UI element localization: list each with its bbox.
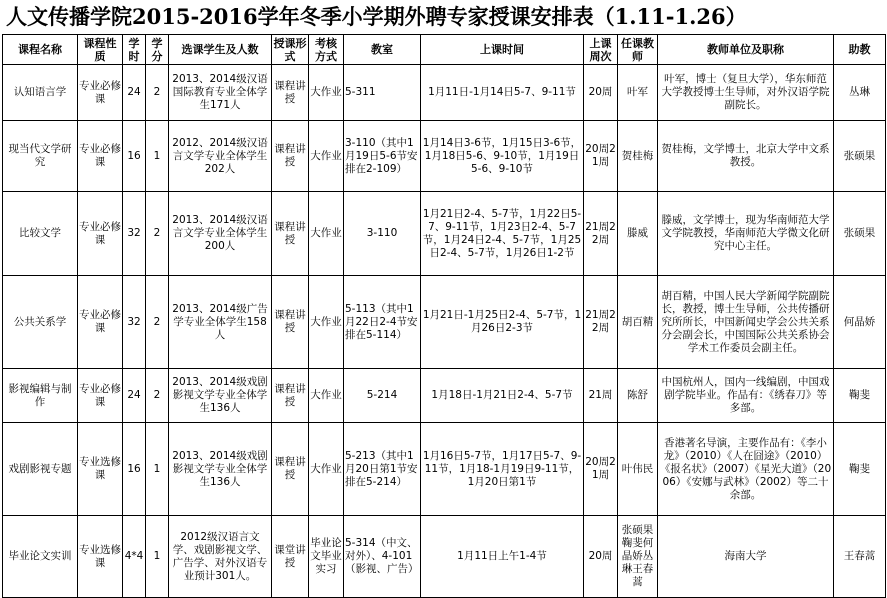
- table-row: [3, 369, 886, 423]
- cell-teacher: 叶军: [618, 65, 658, 121]
- cell-week: 21周22周: [584, 192, 618, 276]
- cell-course: 毕业论文实训: [3, 516, 78, 598]
- cell-exam: 大作业: [309, 369, 344, 423]
- cell-week: 20周: [584, 65, 618, 121]
- cell-nature: 专业必修课: [78, 192, 123, 276]
- cell-ta: 王春蒿: [834, 516, 886, 598]
- header-form: 授课形式: [273, 36, 307, 63]
- cell-ta: 张硕果: [834, 121, 886, 192]
- header-ta: 助教: [834, 35, 886, 65]
- cell-ta: 鞠斐: [834, 423, 886, 516]
- cell-credits: 2: [146, 276, 169, 369]
- cell-form: 课堂讲授: [272, 516, 309, 598]
- cell-hours: 16: [123, 121, 146, 192]
- cell-course: 现当代文学研究: [3, 121, 78, 192]
- cell-room: 5-311: [344, 65, 421, 121]
- cell-students: 2013、2014级汉语言文学专业全体学生200人: [169, 192, 272, 276]
- cell-teacher: 陈舒: [618, 369, 658, 423]
- cell-teacher: 叶伟民: [618, 423, 658, 516]
- cell-form: 课程讲授: [272, 276, 309, 369]
- header-time: 上课时间: [421, 35, 584, 65]
- cell-ta: 何晶娇: [834, 276, 886, 369]
- header-exam: 考核方式: [309, 35, 344, 65]
- cell-teacher: 贺桂梅: [618, 121, 658, 192]
- cell-nature: 专业必修课: [78, 276, 123, 369]
- cell-nature: 专业必修课: [78, 121, 123, 192]
- header-hours: 学时: [123, 35, 146, 65]
- table-row: [3, 276, 886, 369]
- header-teacher: 任课教师: [618, 35, 658, 65]
- cell-hours: 4*4: [123, 516, 146, 598]
- cell-exam: 大作业: [309, 192, 344, 276]
- table-row: [3, 516, 886, 598]
- cell-nature: 专业必修课: [78, 65, 123, 121]
- cell-time: 1月11日上午1-4节: [421, 516, 584, 598]
- cell-week: 20周21周: [584, 423, 618, 516]
- cell-credits: 2: [146, 369, 169, 423]
- table-row: [3, 192, 886, 276]
- header-course: 课程名称: [3, 35, 78, 65]
- cell-affiliation: 滕威，文学博士，现为华南师范大学文学院教授，华南师范大学微文化研究中心主任。: [658, 192, 834, 276]
- cell-teacher: 张硕果鞠斐何晶娇丛琳王春蒿: [618, 516, 658, 598]
- cell-exam: 大作业: [309, 423, 344, 516]
- header-credits: 学分: [146, 35, 169, 65]
- table-row: [3, 423, 886, 516]
- cell-affiliation: 海南大学: [658, 516, 834, 598]
- cell-affiliation: 贺桂梅，文学博士，北京大学中文系教授。: [658, 121, 834, 192]
- cell-form: 课程讲授: [272, 121, 309, 192]
- cell-exam: 大作业: [309, 65, 344, 121]
- page-title: 人文传播学院2015-2016学年冬季小学期外聘专家授课安排表（1.11-1.26）: [6, 4, 747, 29]
- cell-room: 5-213（其中1月20日第1节安排在5-214）: [344, 423, 421, 516]
- cell-week: 20周: [584, 516, 618, 598]
- cell-credits: 1: [146, 121, 169, 192]
- cell-hours: 32: [123, 192, 146, 276]
- table-row: [3, 65, 886, 121]
- cell-form: 课程讲授: [272, 423, 309, 516]
- cell-affiliation: 胡百精，中国人民大学新闻学院副院长，教授，博士生导师，公共传播研究所所长，中国新闻史学会公共关系分会副会长，中国国际公共关系协会学术工作委员会副主任。: [658, 276, 834, 369]
- cell-course: 戏剧影视专题: [3, 423, 78, 516]
- cell-nature: 专业选修课: [78, 516, 123, 598]
- cell-exam: 毕业论文毕业实习: [309, 516, 344, 598]
- cell-time: 1月14日3-6节，1月15日3-6节，1月18日5-6、9-10节，1月19日5-6、9-10节: [421, 121, 584, 192]
- cell-course: 比较文学: [3, 192, 78, 276]
- cell-week: 21周: [584, 369, 618, 423]
- cell-hours: 16: [123, 423, 146, 516]
- cell-ta: 丛琳: [834, 65, 886, 121]
- header-students: 选课学生及人数: [169, 35, 272, 65]
- cell-students: 2013、2014级广告学专业全体学生158人: [169, 276, 272, 369]
- header-affiliation: 教师单位及职称: [658, 35, 834, 65]
- cell-week: 21周22周: [584, 276, 618, 369]
- schedule-table: [2, 34, 886, 598]
- cell-credits: 1: [146, 423, 169, 516]
- cell-nature: 专业必修课: [78, 369, 123, 423]
- cell-credits: 1: [146, 516, 169, 598]
- cell-form: 课程讲授: [272, 192, 309, 276]
- cell-room: 5-113（其中1月22日2-4节安排在5-114）: [344, 276, 421, 369]
- cell-hours: 24: [123, 369, 146, 423]
- cell-credits: 2: [146, 192, 169, 276]
- cell-course: 影视编辑与制作: [3, 369, 78, 423]
- header-room: 教室: [344, 35, 421, 65]
- cell-course: 认知语言学: [3, 65, 78, 121]
- cell-room: 5-214: [344, 369, 421, 423]
- cell-course: 公共关系学: [3, 276, 78, 369]
- cell-time: 1月21日-1月25日2-4、5-7节，1月26日2-3节: [421, 276, 584, 369]
- table-header-row: [3, 35, 886, 65]
- cell-week: 20周21周: [584, 121, 618, 192]
- cell-students: 2012、2014级汉语言文学专业全体学生202人: [169, 121, 272, 192]
- cell-affiliation: 香港著名导演，主要作品有：《李小龙》（2010）《人在囧途》（2010）《报名状》（2007）《星光大道》（2006）《安娜与武林》（2002）等二十余部。: [658, 423, 834, 516]
- cell-affiliation: 中国杭州人，国内一线编剧，中国戏剧学院毕业。作品有：《绣春刀》等多部。: [658, 369, 834, 423]
- cell-exam: 大作业: [309, 121, 344, 192]
- cell-room: 3-110: [344, 192, 421, 276]
- cell-time: 1月18日-1月21日2-4、5-7节: [421, 369, 584, 423]
- cell-room: 3-110（其中1月19日5-6节安排在2-109）: [344, 121, 421, 192]
- cell-room: 5-314（中文、对外）、4-101（影视、广告）: [344, 516, 421, 598]
- cell-teacher: 胡百精: [618, 276, 658, 369]
- cell-affiliation: 叶军，博士（复旦大学），华东师范大学教授博士生导师，对外汉语学院副院长。: [658, 65, 834, 121]
- cell-students: 2013、2014级汉语国际教育专业全体学生171人: [169, 65, 272, 121]
- cell-exam: 大作业: [309, 276, 344, 369]
- header-week: 上课周次: [584, 35, 618, 65]
- cell-form: 课程讲授: [272, 369, 309, 423]
- cell-teacher: 滕威: [618, 192, 658, 276]
- cell-nature: 专业选修课: [78, 423, 123, 516]
- cell-time: 1月21日2-4、5-7节，1月22日5-7、9-11节，1月23日2-4、5-7节，1月24日2-4、5-7节，1月25日2-4、5-7节，1月26日1-2节: [421, 192, 584, 276]
- cell-students: 2013、2014级戏剧影视文学专业全体学生136人: [169, 369, 272, 423]
- table-row: [3, 121, 886, 192]
- cell-students: 2012级汉语言文学、戏剧影视文学、广告学、对外汉语专业预计301人。: [169, 516, 272, 598]
- cell-time: 1月11日-1月14日5-7、9-11节: [421, 65, 584, 121]
- cell-students: 2013、2014级戏剧影视文学专业全体学生136人: [169, 423, 272, 516]
- cell-form: 课程讲授: [272, 65, 309, 121]
- cell-hours: 32: [123, 276, 146, 369]
- cell-ta: 张硕果: [834, 192, 886, 276]
- cell-time: 1月16日5-7节，1月17日5-7、9-11节，1月18-1月19日9-11节，1月20日第1节: [421, 423, 584, 516]
- cell-hours: 24: [123, 65, 146, 121]
- cell-credits: 2: [146, 65, 169, 121]
- header-nature: 课程性质: [78, 35, 123, 65]
- cell-ta: 鞠斐: [834, 369, 886, 423]
